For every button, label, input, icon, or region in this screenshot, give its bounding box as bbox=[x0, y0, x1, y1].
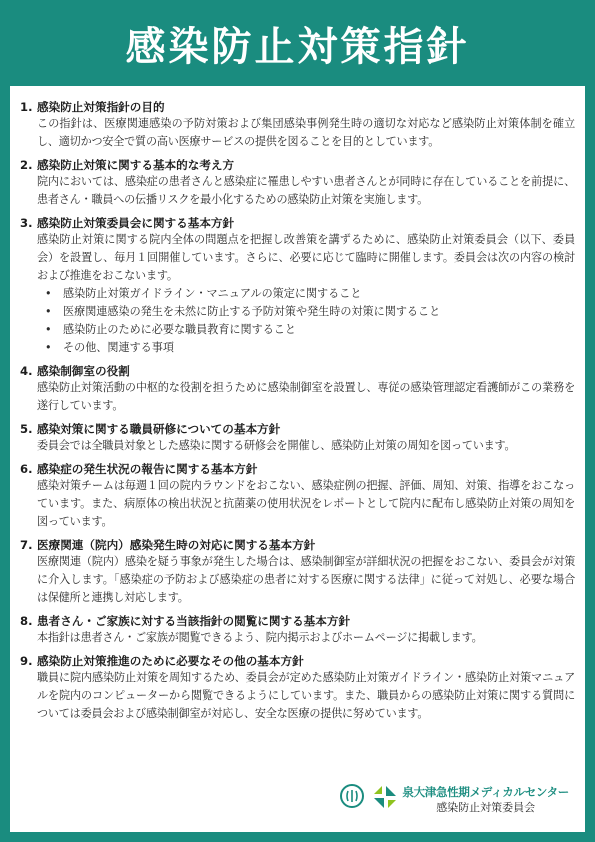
section-body: この指針は、医療関連感染の予防対策および集団感染事例発生時の適切な対応など感染防止対策体制を確立し、適切かつ安全で質の高い医療サービスの提供を図ることを目的としています。 bbox=[37, 117, 575, 148]
section-number: 1. bbox=[20, 100, 33, 114]
list-item bbox=[37, 321, 575, 339]
organization-block bbox=[402, 784, 569, 816]
bullet-list bbox=[20, 285, 575, 357]
section-number: 8. bbox=[20, 614, 33, 628]
section-title bbox=[20, 614, 575, 629]
section-title bbox=[20, 462, 575, 477]
seal-mark-icon bbox=[345, 789, 359, 803]
section-number: 2. bbox=[20, 158, 33, 172]
page-title: 感染防止対策指針 bbox=[125, 23, 470, 70]
section-body: 感染防止対策に関する院内全体の問題点を把握し改善策を講ずるために、感染防止対策委員会（以下、委員会）を設置し、毎月１回開催しています。さらに、必要に応じて臨時に開催します。委員会は次の内容の検討および推進をおこないます。 bbox=[37, 233, 575, 282]
section-3 bbox=[20, 216, 575, 357]
section-title bbox=[20, 538, 575, 553]
section-7 bbox=[20, 538, 575, 607]
section-number: 7. bbox=[20, 538, 33, 552]
bullet-dot: • bbox=[45, 287, 52, 300]
section-title bbox=[20, 100, 575, 115]
organization-name: 泉大津急性期メディカルセンター bbox=[402, 785, 569, 799]
section-5 bbox=[20, 422, 575, 455]
section-body: 委員会では全職員対象とした感染に関する研修会を開催し、感染防止対策の周知を図っています。 bbox=[37, 439, 516, 452]
list-item bbox=[37, 339, 575, 357]
section-title bbox=[20, 364, 575, 379]
section-6 bbox=[20, 462, 575, 531]
section-heading: 感染防止対策推進のために必要なその他の基本方針 bbox=[37, 654, 304, 668]
section-title bbox=[20, 216, 575, 231]
section-9 bbox=[20, 654, 575, 723]
section-heading: 感染症の発生状況の報告に関する基本方針 bbox=[37, 462, 258, 476]
section-number: 5. bbox=[20, 422, 33, 436]
section-8 bbox=[20, 614, 575, 647]
list-item-text: その他、関連する事項 bbox=[63, 341, 174, 354]
section-heading: 感染対策に関する職員研修についての基本方針 bbox=[37, 422, 281, 436]
hospital-seal-icon bbox=[340, 784, 364, 808]
section-1 bbox=[20, 100, 575, 151]
section-title bbox=[20, 422, 575, 437]
section-number: 6. bbox=[20, 462, 33, 476]
section-heading: 医療関連（院内）感染発生時の対応に関する基本方針 bbox=[37, 538, 316, 552]
section-body: 感染防止対策活動の中枢的な役割を担うために感染制御室を設置し、専従の感染管理認定看護師がこの業務を遂行しています。 bbox=[37, 381, 575, 412]
section-body: 感染対策チームは毎週１回の院内ラウンドをおこない、感染症例の把握、評価、周知、対策、指導をおこなっています。また、病原体の検出状況と抗菌薬の使用状況をレポートとして院内に配布し感染防止対策の周知を図っています。 bbox=[37, 479, 575, 528]
footer bbox=[340, 784, 569, 816]
bullet-dot: • bbox=[45, 341, 52, 354]
bullet-dot: • bbox=[45, 305, 52, 318]
section-title bbox=[20, 654, 575, 669]
header-banner bbox=[0, 0, 595, 86]
section-heading: 患者さん・ご家族に対する当該指針の閲覧に関する基本方針 bbox=[37, 614, 351, 628]
committee-name: 感染防止対策委員会 bbox=[436, 801, 536, 814]
section-number: 3. bbox=[20, 216, 33, 230]
bullet-dot: • bbox=[45, 323, 52, 336]
content-panel bbox=[10, 86, 585, 832]
list-item bbox=[37, 303, 575, 321]
section-4 bbox=[20, 364, 575, 415]
section-body: 医療関連（院内）感染を疑う事象が発生した場合は、感染制御室が詳細状況の把握をおこない、委員会が対策に介入します。「感染症の予防および感染症の患者に対する医療に関する法律」に従って対処し、必要な場合は保健所と連携し対応します。 bbox=[37, 555, 575, 604]
list-item bbox=[37, 285, 575, 303]
section-body: 本指針は患者さん・ご家族が閲覧できるよう、院内掲示およびホームページに掲載します。 bbox=[37, 631, 483, 644]
section-title bbox=[20, 158, 575, 173]
section-body: 職員に院内感染防止対策を周知するため、委員会が定めた感染防止対策ガイドライン・感染防止対策マニュアルを院内のコンピューターから閲覧できるようにしています。また、職員からの感染防止対策に関する質問については委員会および感染制御室が対応し、安全な医療の提供に努めています。 bbox=[37, 671, 575, 720]
section-heading: 感染防止対策に関する基本的な考え方 bbox=[37, 158, 235, 172]
section-heading: 感染制御室の役割 bbox=[37, 364, 130, 378]
section-body: 院内においては、感染症の患者さんと感染症に罹患しやすい患者さんとが同時に存在していることを前提に、患者さん・職員への伝播リスクを最小化するための感染防止対策を実施します。 bbox=[37, 175, 575, 206]
list-item-text: 感染防止のために必要な職員教育に関すること bbox=[63, 323, 296, 336]
section-number: 9. bbox=[20, 654, 33, 668]
section-heading: 感染防止対策委員会に関する基本方針 bbox=[37, 216, 235, 230]
section-heading: 感染防止対策指針の目的 bbox=[37, 100, 165, 114]
list-item-text: 医療関連感染の発生を未然に防止する予防対策や発生時の対策に関すること bbox=[63, 305, 441, 318]
section-number: 4. bbox=[20, 364, 33, 378]
medical-center-logo-icon bbox=[372, 784, 398, 810]
list-item-text: 感染防止対策ガイドライン・マニュアルの策定に関すること bbox=[63, 287, 362, 300]
section-2 bbox=[20, 158, 575, 209]
